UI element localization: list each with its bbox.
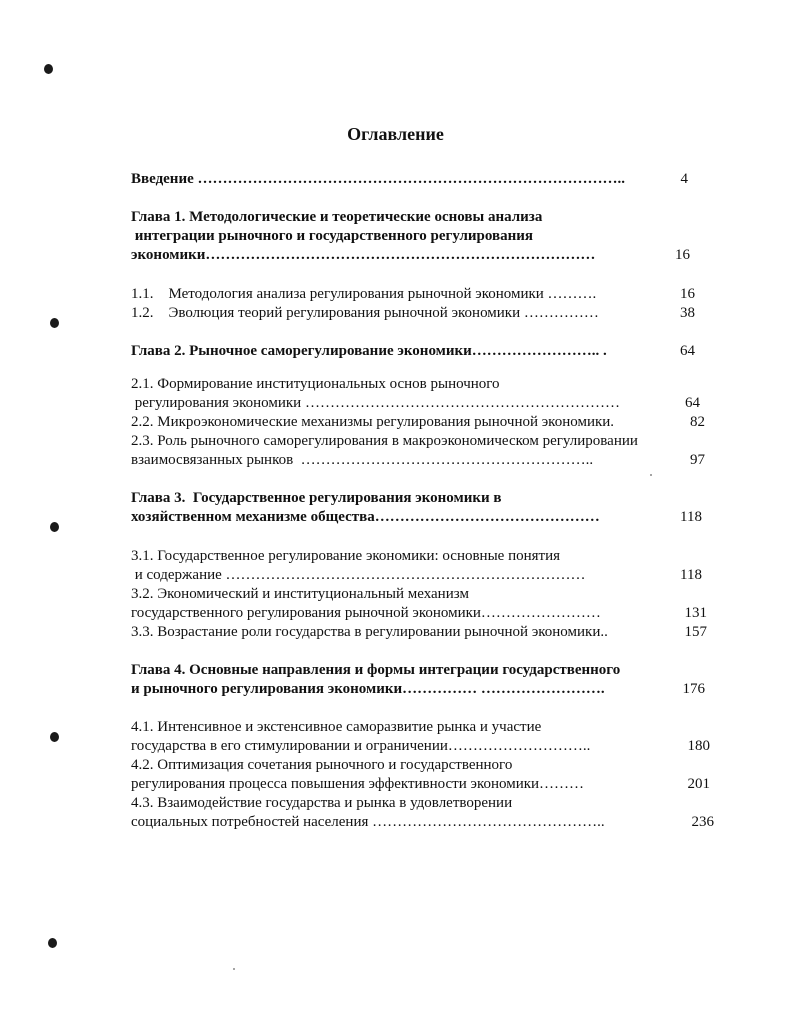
chapter-4-title-line-1: Глава 4. Основные направления и формы интеграции государственного (131, 662, 621, 678)
section-3-1-line-2: и содержание ……………………………………………………………… (131, 567, 586, 583)
punch-hole-mark (50, 732, 59, 742)
punch-hole-mark (44, 64, 53, 74)
punch-hole-mark (48, 938, 57, 948)
section-1-2-page: 38 (680, 305, 695, 321)
section-2-3-line-1: 2.3. Роль рыночного саморегулирования в макроэкономическом регулировании (131, 433, 638, 449)
toc-intro: Введение ………………………………………………………………………….. (131, 171, 626, 187)
section-4-1-line-2: государства в его стимулировании и ограничении……………………….. (131, 738, 591, 754)
section-2-1-line-1: 2.1. Формирование институциональных основ рыночного (131, 376, 500, 392)
toc-title: Оглавление (347, 124, 444, 144)
section-4-2-line-1: 4.2. Оптимизация сочетания рыночного и государственного (131, 757, 513, 773)
chapter-3-title-line-2: хозяйственном механизме общества……………………………………… (131, 509, 600, 525)
chapter-1-title-line-3: экономики…………………………………………………………………… (131, 247, 596, 263)
section-4-1-page: 180 (687, 738, 710, 754)
section-4-3-line-2: социальных потребностей населения ……………………………………….. (131, 814, 605, 830)
chapter-3-title-line-1: Глава 3. Государственное регулирования экономики в (131, 490, 502, 506)
section-4-2-line-2: регулирования процесса повышения эффективности экономики……… (131, 776, 585, 792)
section-4-2-page: 201 (687, 776, 710, 792)
section-1-1: 1.1. Методология анализа регулирования рыночной экономики ………. (131, 286, 597, 302)
chapter-1-title-line-2: интеграции рыночного и государственного регулирования (131, 228, 533, 244)
chapter-3-page: 118 (680, 509, 702, 525)
section-3-2-line-1: 3.2. Экономический и институциональный механизм (131, 586, 469, 602)
punch-hole-mark (50, 318, 59, 328)
section-4-3-line-1: 4.3. Взаимодействие государства и рынка в удовлетворении (131, 795, 513, 811)
section-3-1-page: 118 (680, 567, 702, 583)
scan-speck (650, 474, 652, 476)
section-2-2: 2.2. Микроэкономические механизмы регулирования рыночной экономики. (131, 414, 615, 430)
section-3-3: 3.3. Возрастание роли государства в регулировании рыночной экономики.. (131, 624, 608, 640)
chapter-1-title-line-1: Глава 1. Методологические и теоретические основы анализа (131, 209, 543, 225)
punch-hole-mark (50, 522, 59, 532)
section-1-1-page: 16 (680, 286, 695, 302)
section-3-2-page: 131 (684, 605, 707, 621)
toc-intro-page: 4 (680, 171, 688, 187)
section-4-3-page: 236 (691, 814, 714, 830)
chapter-2-title: Глава 2. Рыночное саморегулирование экономики…………………….. . (131, 343, 607, 359)
section-2-2-page: 82 (690, 414, 705, 430)
chapter-4-title-line-2: и рыночного регулирования экономики…………… ……………………. (131, 681, 605, 697)
section-3-2-line-2: государственного регулирования рыночной экономики…………………… (131, 605, 601, 621)
section-2-3-line-2: взаимосвязанных рынков ………………………………………………….. (131, 452, 594, 468)
chapter-1-page: 16 (675, 247, 690, 263)
section-4-1-line-1: 4.1. Интенсивное и экстенсивное саморазвитие рынка и участие (131, 719, 542, 735)
section-2-1-page: 64 (685, 395, 700, 411)
chapter-4-page: 176 (682, 681, 705, 697)
section-3-1-line-1: 3.1. Государственное регулирование экономики: основные понятия (131, 548, 561, 564)
scan-speck (233, 968, 235, 970)
section-2-3-page: 97 (690, 452, 705, 468)
section-3-3-page: 157 (684, 624, 707, 640)
section-1-2: 1.2. Эволюция теорий регулирования рыночной экономики …………… (131, 305, 599, 321)
section-2-1-line-2: регулирования экономики ……………………………………………………… (131, 395, 620, 411)
chapter-2-page: 64 (680, 343, 695, 359)
